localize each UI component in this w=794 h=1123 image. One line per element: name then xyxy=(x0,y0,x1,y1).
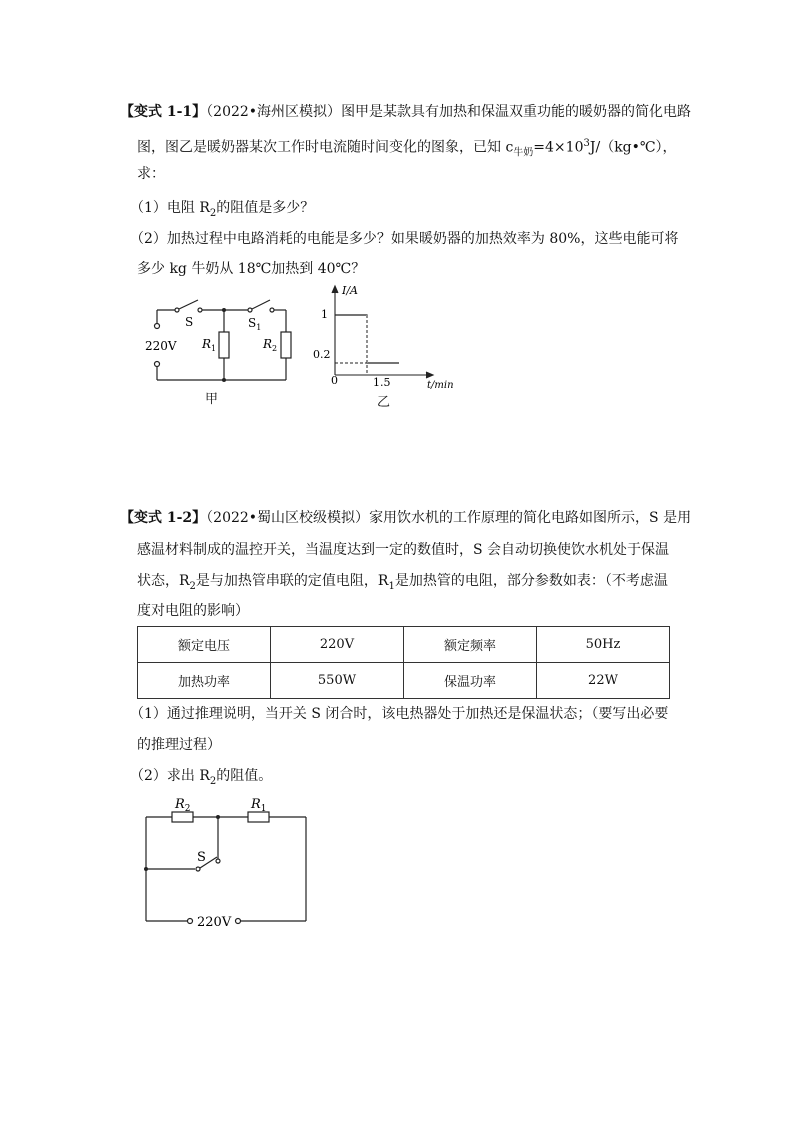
p2-line4: 度对电阻的影响） xyxy=(137,603,249,619)
p2-line2: 感温材料制成的温控开关，当温度达到一定的数值时，S 会自动切换使饮水机处于保温 xyxy=(137,542,670,558)
p1-fig-a-caption: 甲 xyxy=(205,392,219,407)
table-cell: 50Hz xyxy=(537,627,670,663)
x-axis-label: t/min xyxy=(427,380,454,391)
y-axis-label: I/A xyxy=(342,284,358,297)
table-cell: 22W xyxy=(537,663,670,699)
p1-text1: 图甲是某款具有加热和保温双重功能的暖奶器的简化电路 xyxy=(341,104,692,120)
table-cell: 额定频率 xyxy=(404,627,537,663)
p1-line3: 求： xyxy=(137,166,165,182)
p1-question1: （1）电阻 $R_2$的阻值是多少？ xyxy=(130,200,315,219)
x-tick-0: 0 xyxy=(331,374,338,387)
p1-current-time-chart xyxy=(305,280,465,395)
table-row xyxy=(138,663,670,699)
p2-r1-label: $R_1$ xyxy=(251,797,267,814)
p1-line1 xyxy=(120,102,691,122)
p1-question2-cont: 多少 kg 牛奶从 18℃加热到 40℃？ xyxy=(137,261,366,277)
table-row xyxy=(138,627,670,663)
table-cell: 加热功率 xyxy=(138,663,271,699)
p1-switch-s-label: S xyxy=(185,315,194,329)
p1-fig-b-caption: 乙 xyxy=(377,395,391,410)
p1-switch-s1-label: $S_1$ xyxy=(248,316,262,332)
p1-question2: （2）加热过程中电路消耗的电能是多少？如果暖奶器的加热效率为 80%，这些电能可将 xyxy=(130,231,679,247)
p2-switch-label: S xyxy=(197,850,206,865)
p1-circuit-diagram xyxy=(140,290,310,405)
p1-r1-label: $R_1$ xyxy=(202,337,217,353)
p1-label: 【变式 1-1】 xyxy=(120,104,207,120)
table-cell: 保温功率 xyxy=(404,663,537,699)
p2-circuit-diagram xyxy=(135,793,315,933)
parameter-table xyxy=(137,626,670,699)
p2-line1: 【变式 1-2】（2022•蜀山区校级模拟）家用饮水机的工作原理的简化电路如图所示，S 是用 xyxy=(120,510,692,526)
p2-line3: 状态，$R_2$是与加热管串联的定值电阻，$R_1$是加热管的电阻，部分参数如表：（不考虑温 xyxy=(137,573,668,592)
p2-question1: （1）通过推理说明，当开关 S 闭合时，该电热器处于加热还是保温状态；（要写出必要 xyxy=(130,706,669,722)
p1-r2-label: $R_2$ xyxy=(263,337,278,353)
p2-label: 【变式 1-2】 xyxy=(120,510,207,526)
p2-question2: （2）求出 $R_2$的阻值。 xyxy=(130,768,273,787)
table-cell: 550W xyxy=(271,663,404,699)
y-tick-0.2: 0.2 xyxy=(313,348,331,361)
p1-source: （2022•海州区模拟） xyxy=(206,104,342,120)
p2-r2-label: $R_2$ xyxy=(175,797,191,814)
y-tick-1: 1 xyxy=(321,308,328,321)
p2-voltage-label: 220V xyxy=(197,915,232,930)
table-cell: 220V xyxy=(271,627,404,663)
x-tick-1.5: 1.5 xyxy=(373,376,391,389)
table-cell: 额定电压 xyxy=(138,627,271,663)
p1-line2: 图，图乙是暖奶器某次工作时电流随时间变化的图象，已知 $c_{牛奶}=4\times 10^3J/(kg•℃)$， xyxy=(137,138,677,159)
p1-voltage-label: 220V xyxy=(145,339,177,353)
p2-source: （2022•蜀山区校级模拟） xyxy=(206,510,370,526)
p2-question1-cont: 的推理过程） xyxy=(137,737,221,753)
